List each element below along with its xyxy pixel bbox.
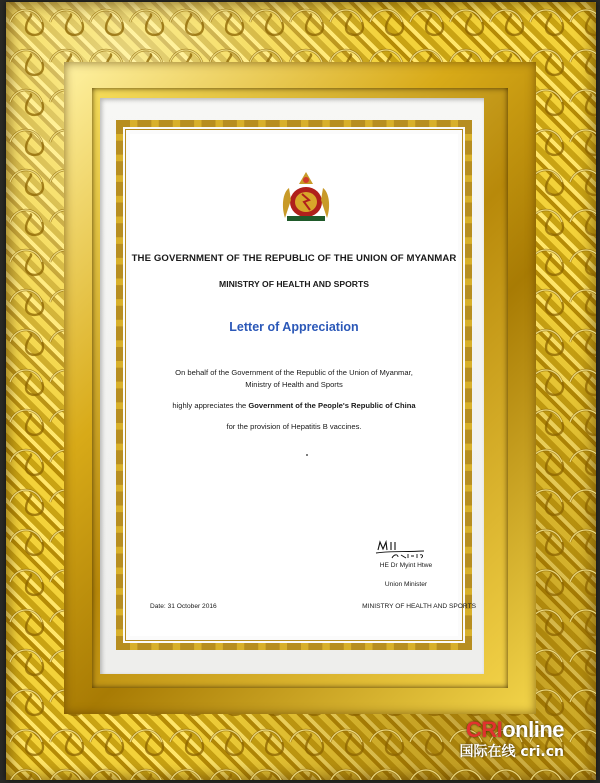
signer-name: HE Dr Myint Htwe xyxy=(379,562,433,569)
watermark-subtitle xyxy=(460,741,564,761)
appreciation-prefix: highly appreciates the xyxy=(172,401,249,410)
watermark-online: online xyxy=(502,717,564,742)
certificate-document xyxy=(116,120,476,650)
ink-dot xyxy=(306,454,308,456)
watermark-domain: cri.cn xyxy=(520,744,564,760)
paragraph-line-1: On behalf of the Government of the Republic of the Union of Myanmar, xyxy=(175,368,413,377)
appreciation-recipient: Government of the People's Republic of China xyxy=(248,401,416,410)
government-title: THE GOVERNMENT OF THE REPUBLIC OF THE UNION OF MYANMAR xyxy=(131,253,457,264)
provision-line: for the provision of Hepatitis B vaccines. xyxy=(226,422,362,431)
watermark-chinese: 国际在线 xyxy=(459,744,516,760)
appreciation-line xyxy=(130,400,458,411)
paragraph-line-2: Ministry of Health and Sports xyxy=(245,380,343,389)
signer-ministry: MINISTRY OF HEALTH AND SPORTS xyxy=(362,603,476,610)
handwritten-signature xyxy=(374,538,426,560)
certificate-body xyxy=(130,134,476,636)
signer-role: Union Minister xyxy=(384,581,428,588)
date-line: Date: 31 October 2016 xyxy=(150,603,217,610)
watermark-brand xyxy=(466,717,564,743)
myanmar-state-seal-icon xyxy=(275,166,337,224)
ministry-title: MINISTRY OF HEALTH AND SPORTS xyxy=(219,279,369,289)
cri-online-watermark xyxy=(424,717,564,761)
watermark-cri: CRI xyxy=(465,717,503,742)
letter-heading: Letter of Appreciation xyxy=(229,320,359,334)
